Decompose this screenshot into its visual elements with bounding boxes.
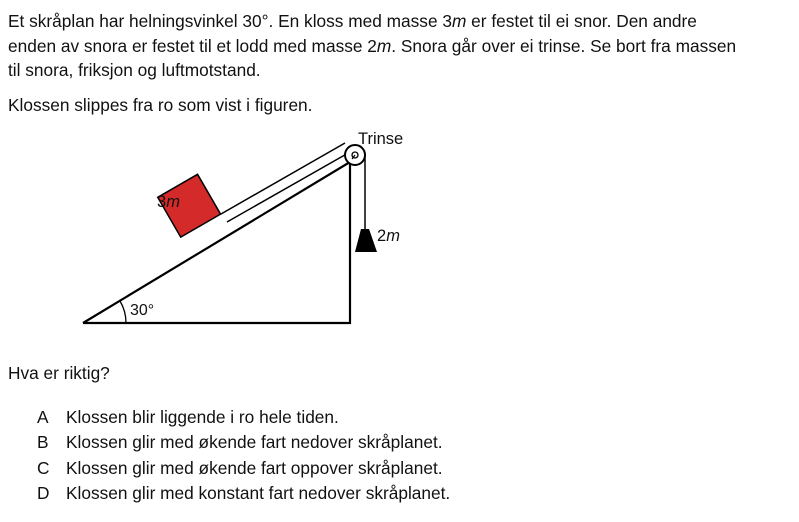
question-prompt: Hva er riktig? [8, 363, 110, 383]
angle-label: 30° [130, 302, 155, 319]
mass-variable: m [376, 35, 392, 56]
release-statement: Klossen slippes fra ro som vist i figuren. [8, 95, 313, 115]
pulley-label: Trinse [358, 130, 404, 148]
option-c[interactable] [37, 456, 450, 481]
option-letter: D [37, 482, 50, 503]
string-lower [227, 152, 350, 222]
option-letter: A [37, 407, 49, 427]
option-text: Klossen glir med konstant fart nedover skråplanet. [66, 482, 451, 503]
mass-variable: m [451, 11, 467, 31]
option-letter: C [37, 457, 50, 478]
pulley-icon [345, 145, 365, 165]
option-b[interactable] [37, 430, 450, 455]
option-text: Klossen blir liggende i ro hele tiden. [66, 407, 339, 427]
hanging-weight [355, 229, 377, 252]
statement-line-3: til snora, friksjon og luftmotstand. [8, 60, 261, 80]
block-mass-label: 3m [157, 193, 180, 211]
incline-plane [83, 162, 350, 323]
weight-mass-label: 2m [377, 227, 400, 245]
statement-text: . Snora går over ei trinse. Se bort fra massen [391, 35, 737, 56]
option-text: Klossen glir med økende fart nedover skråplanet. [66, 432, 443, 453]
answer-options [37, 405, 450, 506]
option-d[interactable] [37, 481, 450, 506]
statement-text: er festet til ei snor. Den andre [466, 11, 697, 31]
angle-arc [120, 301, 126, 323]
statement-text: enden av snora er festet til et lodd med masse 2 [8, 35, 377, 56]
option-text: Klossen glir med økende fart oppover skråplanet. [66, 457, 443, 478]
option-a[interactable] [37, 405, 450, 430]
statement-text: Et skråplan har helningsvinkel 30°. En kloss med masse 3 [8, 11, 452, 31]
option-letter: B [37, 432, 49, 453]
